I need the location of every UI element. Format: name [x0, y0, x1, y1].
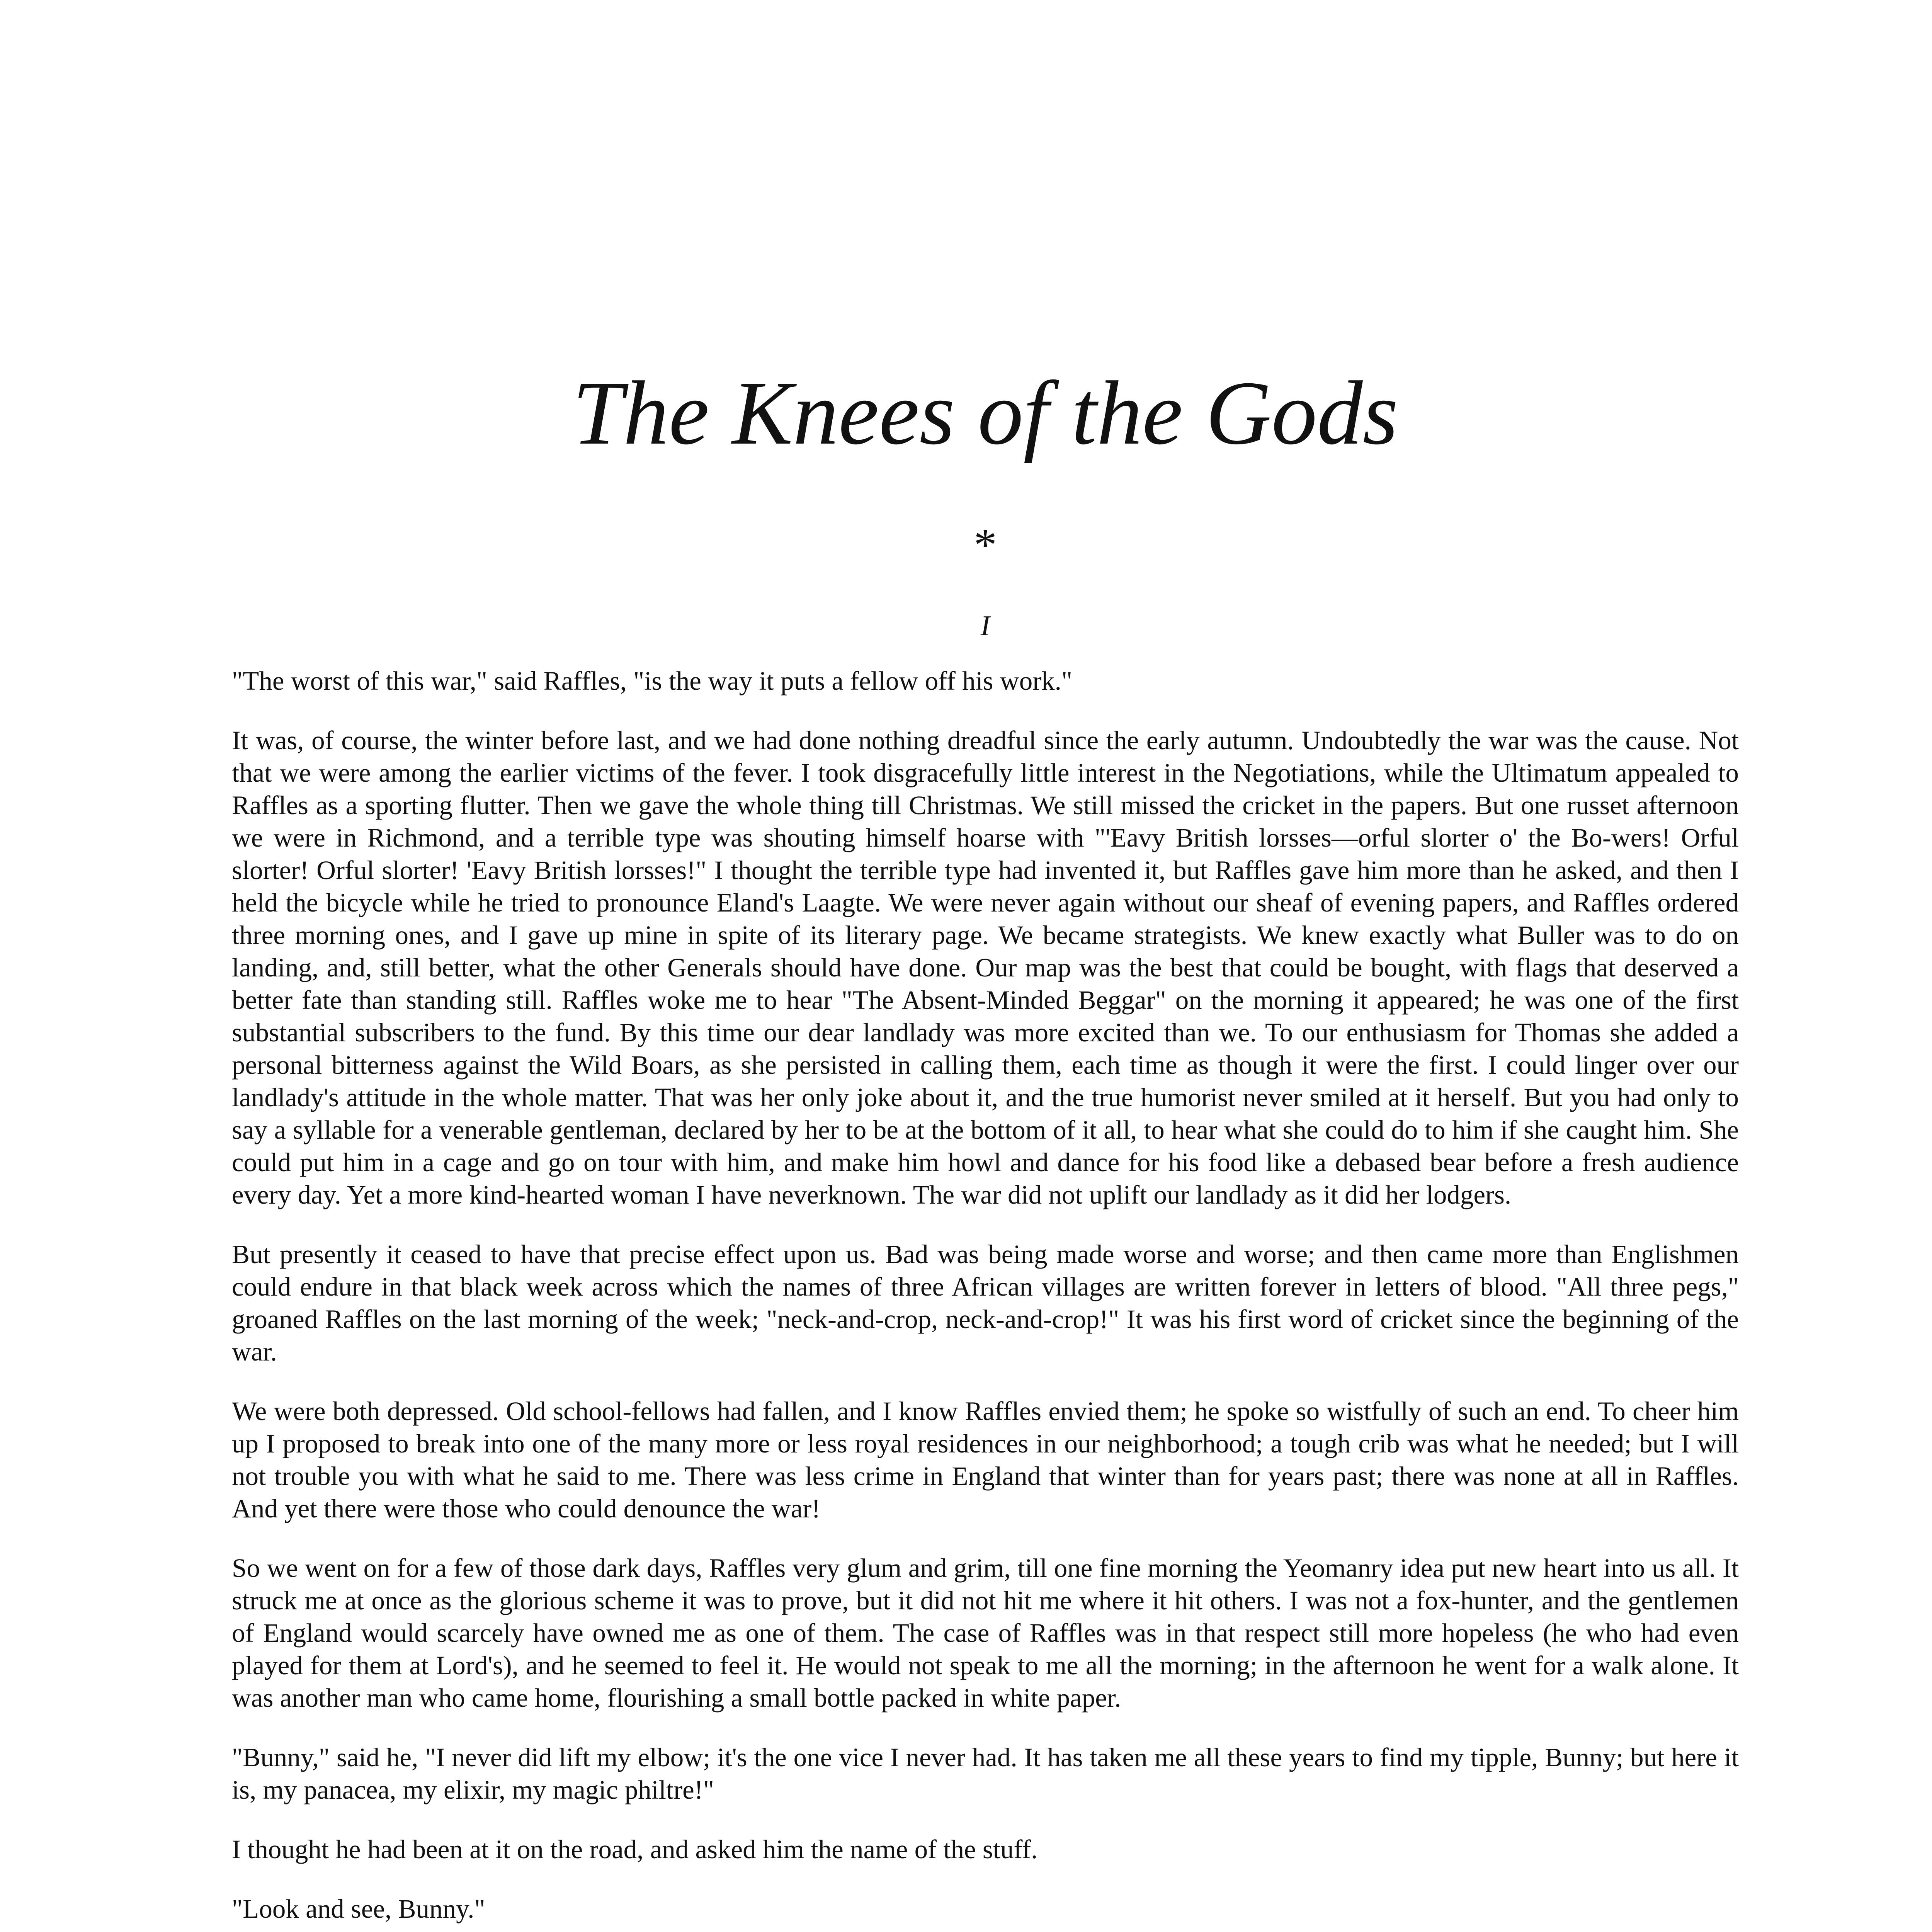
paragraph: "Look and see, Bunny." [232, 1894, 485, 1923]
paragraph: I thought he had been at it on the road, and asked him the name of the stuff. [232, 1835, 1038, 1864]
section-number: I [980, 610, 990, 642]
paragraph: "The worst of this war," said Raffles, "is the way it puts a fellow off his work." [232, 666, 1073, 696]
paragraph: But presently it ceased to have that precise effect upon us. Bad was being made worse and worse; and then came more than Englishmen could endure in that black week across which the names of three African villages are written forever in letters of blood. "All three pegs," groaned Raffles on the last morning of the week; "neck-and-crop, neck-and-crop!" It was his first word of cricket since the beginning of the war. [232, 1240, 1739, 1366]
body-text [232, 665, 1739, 1932]
paragraph: "Bunny," said he, "I never did lift my elbow; it's the one vice I never had. It has taken me all these years to find my tipple, Bunny; but here it is, my panacea, my elixir, my magic philtre!" [232, 1743, 1739, 1804]
paragraph: We were both depressed. Old school-fellows had fallen, and I know Raffles envied them; he spoke so wistfully of such an end. To cheer him up I proposed to break into one of the many more or less royal residences in our neighborhood; a tough crib was what he needed; but I will not trouble you with what he said to me. There was less crime in England that winter than for years past; there was none at all in Raffles. And yet there were those who could denounce the war! [232, 1396, 1739, 1523]
chapter-title: The Knees of the Gods [572, 363, 1398, 464]
paragraph: It was, of course, the winter before last, and we had done nothing dreadful since the early autumn. Undoubtedly the war was the cause. Not that we were among the earlier victims of the fever. I took disgracefully little interest in the Negotiations, while the Ultimatum appealed to Raffles as a sporting flutter. Then we gave the whole thing till Christmas. We still missed the cricket in the papers. But one russet afternoon we were in Richmond, and a terrible type was shouting himself hoarse with "'Eavy British lorsses—orful slorter o' the Bo-wers! Orful slorter! Orful slorter! 'Eavy British lorsses!" I thought the terrible type had invented it, but Raffles gave him more than he asked, and then I held the bicycle while he tried to pronounce Eland's Laagte. We were never again without our sheaf of evening papers, and Raffles ordered three morning ones, and I gave up mine in spite of its literary page. We became strategists. We knew exactly what Buller was to do on landing, and, still better, what the other Generals should have done. Our map was the best that could be bought, with flags that deserved a better fate than standing still. Raffles woke me to hear "The Absent-Minded Beggar" on the morning it appeared; he was one of the first substantial subscribers to the fund. By this time our dear landlady was more excited than we. To our enthusiasm for Thomas she added a personal bitterness against the Wild Boars, as she persisted in calling them, each time as though it were the first. I could linger over our landlady's attitude in the whole matter. That was her only joke about it, and the true humorist never smiled at it herself. But you had only to say a syllable for a venerable gentleman, declared by her to be at the bottom of it all, to hear what she could do to him if she caught him. She could put him in a cage and go on tour with him, and make him howl and dance for his food like a debased bear before a fresh audience every day. Yet a more kind-hearted woman I have neverknown. The war did not uplift our landlady as it did her lodgers. [232, 726, 1739, 1209]
paragraph: So we went on for a few of those dark days, Raffles very glum and grim, till one fine morning the Yeomanry idea put new heart into us all. It struck me at once as the glorious scheme it was to prove, but it did not hit me where it hit others. I was not a fox-hunter, and the gentlemen of England would scarcely have owned me as one of them. The case of Raffles was in that respect still more hopeless (he who had even played for them at Lord's), and he seemed to feel it. He would not speak to me all the morning; in the afternoon he went for a walk alone. It was another man who came home, flourishing a small bottle packed in white paper. [232, 1553, 1739, 1713]
ornament-asterisk: * [974, 519, 997, 570]
